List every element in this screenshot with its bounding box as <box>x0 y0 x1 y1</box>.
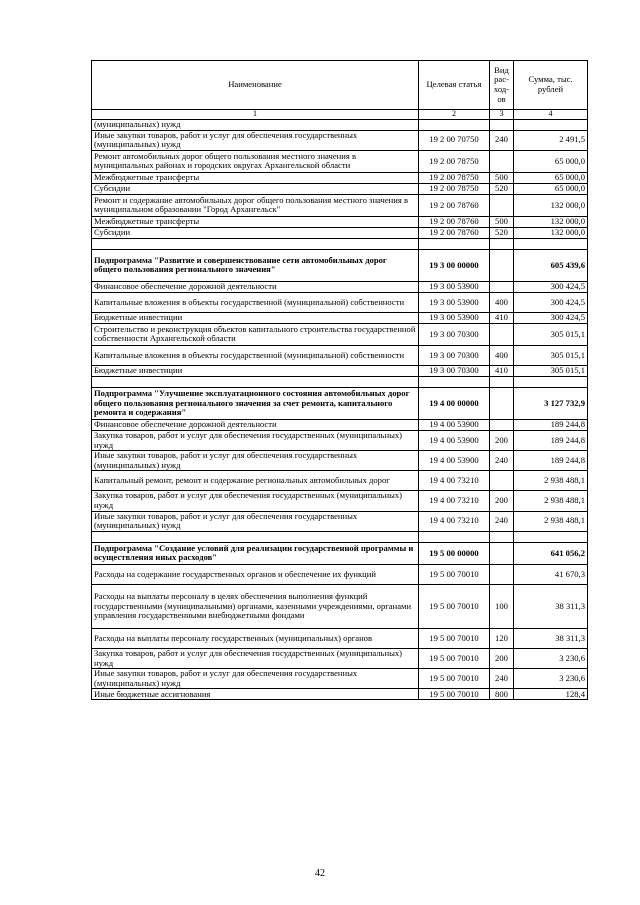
sum-cell: 300 424,5 <box>514 312 588 323</box>
empty-cell <box>490 238 514 249</box>
sum-cell: 189 244,8 <box>514 430 588 450</box>
name-cell: Расходы на содержание государственных органов и обеспечение их функций <box>92 564 419 584</box>
target-article-cell: 19 5 00 70010 <box>419 584 490 628</box>
table-row <box>92 430 588 450</box>
expense-type-cell: 200 <box>490 430 514 450</box>
sum-cell: 641 056,2 <box>514 542 588 564</box>
empty-cell <box>514 376 588 387</box>
target-article-cell: 19 4 00 73210 <box>419 491 490 511</box>
target-article-cell: 19 4 00 73210 <box>419 511 490 531</box>
table-row <box>92 564 588 584</box>
table-row <box>92 628 588 648</box>
name-cell: Расходы на выплаты персоналу государственных (муниципальных) органов <box>92 628 419 648</box>
expense-type-cell: 240 <box>490 451 514 471</box>
name-cell: Иные закупки товаров, работ и услуг для обеспечения государственных (муниципальных) нужд <box>92 511 419 531</box>
expense-type-cell <box>490 194 514 216</box>
expense-type-cell <box>490 249 514 281</box>
table-row <box>92 323 588 345</box>
expense-type-cell: 200 <box>490 648 514 668</box>
expense-type-cell: 800 <box>490 689 514 700</box>
target-article-cell: 19 5 00 70010 <box>419 689 490 700</box>
sum-cell: 132 000,0 <box>514 194 588 216</box>
sum-cell <box>514 120 588 131</box>
name-cell: Ремонт и содержание автомобильных дорог общего пользования местного значения в муниципальном образовании "Город Архангельск" <box>92 194 419 216</box>
sum-cell: 2 938 488,1 <box>514 471 588 491</box>
table-header-row <box>92 61 588 110</box>
target-article-cell: 19 2 00 78760 <box>419 194 490 216</box>
table-row <box>92 120 588 131</box>
sum-cell: 3 230,6 <box>514 648 588 668</box>
empty-cell <box>92 376 419 387</box>
sum-cell: 189 244,8 <box>514 419 588 430</box>
expense-type-cell: 410 <box>490 312 514 323</box>
empty-cell <box>419 238 490 249</box>
expense-type-cell <box>490 387 514 419</box>
index-cell: 1 <box>92 110 419 120</box>
name-cell: Подпрограмма "Улучшение эксплуатационного состояния автомобильных дорог общего пользования регионального значения за счет ремонта, капитального ремонта и содержания" <box>92 387 419 419</box>
expense-type-cell: 500 <box>490 216 514 227</box>
name-cell: Капитальные вложения в объекты государственной (муниципальной) собственности <box>92 345 419 365</box>
table-row <box>92 172 588 183</box>
sum-cell: 305 015,1 <box>514 323 588 345</box>
index-cell: 2 <box>419 110 490 120</box>
expense-type-cell: 410 <box>490 365 514 376</box>
table-row <box>92 648 588 668</box>
target-article-cell <box>419 120 490 131</box>
budget-table <box>91 60 588 700</box>
sum-cell: 65 000,0 <box>514 183 588 194</box>
expense-type-cell <box>490 120 514 131</box>
target-article-cell: 19 4 00 00000 <box>419 387 490 419</box>
target-article-cell: 19 2 00 70750 <box>419 130 490 150</box>
sum-cell: 605 439,6 <box>514 249 588 281</box>
expense-type-cell <box>490 281 514 292</box>
expense-type-cell <box>490 150 514 172</box>
name-cell: Финансовое обеспечение дорожной деятельности <box>92 419 419 430</box>
name-cell: (муниципальных) нужд <box>92 120 419 131</box>
name-cell: Бюджетные инвестиции <box>92 365 419 376</box>
index-cell: 4 <box>514 110 588 120</box>
header-name: Наименование <box>92 61 419 110</box>
table-row <box>92 669 588 689</box>
table-row <box>92 183 588 194</box>
subprogram-row <box>92 542 588 564</box>
name-cell: Капитальный ремонт, ремонт и содержание региональных автомобильных дорог <box>92 471 419 491</box>
table-index-row <box>92 110 588 120</box>
table-row <box>92 471 588 491</box>
table-row <box>92 419 588 430</box>
table-row <box>92 584 588 628</box>
subprogram-row <box>92 387 588 419</box>
sum-cell: 300 424,5 <box>514 292 588 312</box>
name-cell: Подпрограмма "Создание условий для реализации государственной программы и осуществления иных расходов" <box>92 542 419 564</box>
name-cell: Межбюджетные трансферты <box>92 172 419 183</box>
spacer-row <box>92 531 588 542</box>
sum-cell: 3 127 732,9 <box>514 387 588 419</box>
name-cell: Ремонт автомобильных дорог общего пользования местного значения в муниципальных районах и городских округах Архангельской области <box>92 150 419 172</box>
sum-cell: 305 015,1 <box>514 345 588 365</box>
target-article-cell: 19 5 00 00000 <box>419 542 490 564</box>
sum-cell: 38 311,3 <box>514 584 588 628</box>
page-number: 42 <box>315 868 325 879</box>
sum-cell: 2 938 488,1 <box>514 491 588 511</box>
sum-cell: 132 000,0 <box>514 227 588 238</box>
name-cell: Закупка товаров, работ и услуг для обеспечения государственных (муниципальных) нужд <box>92 430 419 450</box>
expense-type-cell: 520 <box>490 227 514 238</box>
target-article-cell: 19 4 00 53900 <box>419 451 490 471</box>
index-cell: 3 <box>490 110 514 120</box>
empty-cell <box>419 376 490 387</box>
table-row <box>92 130 588 150</box>
sum-cell: 2 491,5 <box>514 130 588 150</box>
target-article-cell: 19 3 00 53900 <box>419 281 490 292</box>
target-article-cell: 19 5 00 70010 <box>419 628 490 648</box>
expense-type-cell: 400 <box>490 292 514 312</box>
spacer-row <box>92 376 588 387</box>
name-cell: Подпрограмма "Развитие и совершенствование сети автомобильных дорог общего пользования регионального значения" <box>92 249 419 281</box>
expense-type-cell <box>490 323 514 345</box>
table-row <box>92 689 588 700</box>
target-article-cell: 19 2 00 78750 <box>419 183 490 194</box>
expense-type-cell <box>490 419 514 430</box>
target-article-cell: 19 2 00 78760 <box>419 216 490 227</box>
table-row <box>92 345 588 365</box>
expense-type-cell: 520 <box>490 183 514 194</box>
name-cell: Расходы на выплаты персоналу в целях обеспечения выполнения функций государственными (муниципальными) органами, казенными учреждениями, органами управления государственными внебюджетными фондами <box>92 584 419 628</box>
expense-type-cell: 240 <box>490 669 514 689</box>
name-cell: Финансовое обеспечение дорожной деятельности <box>92 281 419 292</box>
header-sum: Сумма, тыс. рублей <box>514 61 588 110</box>
sum-cell: 128,4 <box>514 689 588 700</box>
table-row <box>92 292 588 312</box>
name-cell: Капитальные вложения в объекты государственной (муниципальной) собственности <box>92 292 419 312</box>
empty-cell <box>490 376 514 387</box>
spacer-row <box>92 238 588 249</box>
expense-type-cell: 400 <box>490 345 514 365</box>
sum-cell: 300 424,5 <box>514 281 588 292</box>
table-row <box>92 365 588 376</box>
table-row <box>92 150 588 172</box>
target-article-cell: 19 3 00 53900 <box>419 292 490 312</box>
name-cell: Закупка товаров, работ и услуг для обеспечения государственных (муниципальных) нужд <box>92 491 419 511</box>
table-row <box>92 216 588 227</box>
target-article-cell: 19 2 00 78760 <box>419 227 490 238</box>
expense-type-cell: 240 <box>490 130 514 150</box>
name-cell: Иные закупки товаров, работ и услуг для обеспечения государственных (муниципальных) нужд <box>92 130 419 150</box>
empty-cell <box>514 238 588 249</box>
table-row <box>92 281 588 292</box>
target-article-cell: 19 4 00 73210 <box>419 471 490 491</box>
expense-type-cell: 500 <box>490 172 514 183</box>
header-expense-type: Вид рас-ход-ов <box>490 61 514 110</box>
table-body <box>92 120 588 700</box>
name-cell: Иные закупки товаров, работ и услуг для обеспечения государственных (муниципальных) нужд <box>92 451 419 471</box>
expense-type-cell: 120 <box>490 628 514 648</box>
target-article-cell: 19 4 00 53900 <box>419 419 490 430</box>
expense-type-cell: 100 <box>490 584 514 628</box>
sum-cell: 65 000,0 <box>514 172 588 183</box>
sum-cell: 2 938 488,1 <box>514 511 588 531</box>
empty-cell <box>92 238 419 249</box>
empty-cell <box>92 531 419 542</box>
empty-cell <box>514 531 588 542</box>
name-cell: Субсидии <box>92 227 419 238</box>
name-cell: Закупка товаров, работ и услуг для обеспечения государственных (муниципальных) нужд <box>92 648 419 668</box>
target-article-cell: 19 2 00 78750 <box>419 172 490 183</box>
expense-type-cell <box>490 564 514 584</box>
target-article-cell: 19 3 00 00000 <box>419 249 490 281</box>
table-row <box>92 227 588 238</box>
subprogram-row <box>92 249 588 281</box>
name-cell: Иные закупки товаров, работ и услуг для обеспечения государственных (муниципальных) нужд <box>92 669 419 689</box>
header-target-article: Целевая статья <box>419 61 490 110</box>
expense-type-cell: 240 <box>490 511 514 531</box>
table-row <box>92 451 588 471</box>
name-cell: Бюджетные инвестиции <box>92 312 419 323</box>
target-article-cell: 19 3 00 70300 <box>419 323 490 345</box>
target-article-cell: 19 4 00 53900 <box>419 430 490 450</box>
table-row <box>92 491 588 511</box>
table-row <box>92 511 588 531</box>
sum-cell: 3 230,6 <box>514 669 588 689</box>
target-article-cell: 19 3 00 70300 <box>419 365 490 376</box>
name-cell: Субсидии <box>92 183 419 194</box>
expense-type-cell <box>490 471 514 491</box>
expense-type-cell <box>490 542 514 564</box>
expense-type-cell: 200 <box>490 491 514 511</box>
sum-cell: 65 000,0 <box>514 150 588 172</box>
empty-cell <box>419 531 490 542</box>
name-cell: Строительство и реконструкция объектов капитального строительства государственной собственности Архангельской области <box>92 323 419 345</box>
sum-cell: 41 670,3 <box>514 564 588 584</box>
table-row <box>92 312 588 323</box>
sum-cell: 189 244,8 <box>514 451 588 471</box>
target-article-cell: 19 3 00 70300 <box>419 345 490 365</box>
sum-cell: 38 311,3 <box>514 628 588 648</box>
sum-cell: 132 000,0 <box>514 216 588 227</box>
target-article-cell: 19 2 00 78750 <box>419 150 490 172</box>
sum-cell: 305 015,1 <box>514 365 588 376</box>
empty-cell <box>490 531 514 542</box>
name-cell: Межбюджетные трансферты <box>92 216 419 227</box>
target-article-cell: 19 5 00 70010 <box>419 648 490 668</box>
target-article-cell: 19 3 00 53900 <box>419 312 490 323</box>
name-cell: Иные бюджетные ассигнования <box>92 689 419 700</box>
table-row <box>92 194 588 216</box>
target-article-cell: 19 5 00 70010 <box>419 564 490 584</box>
target-article-cell: 19 5 00 70010 <box>419 669 490 689</box>
